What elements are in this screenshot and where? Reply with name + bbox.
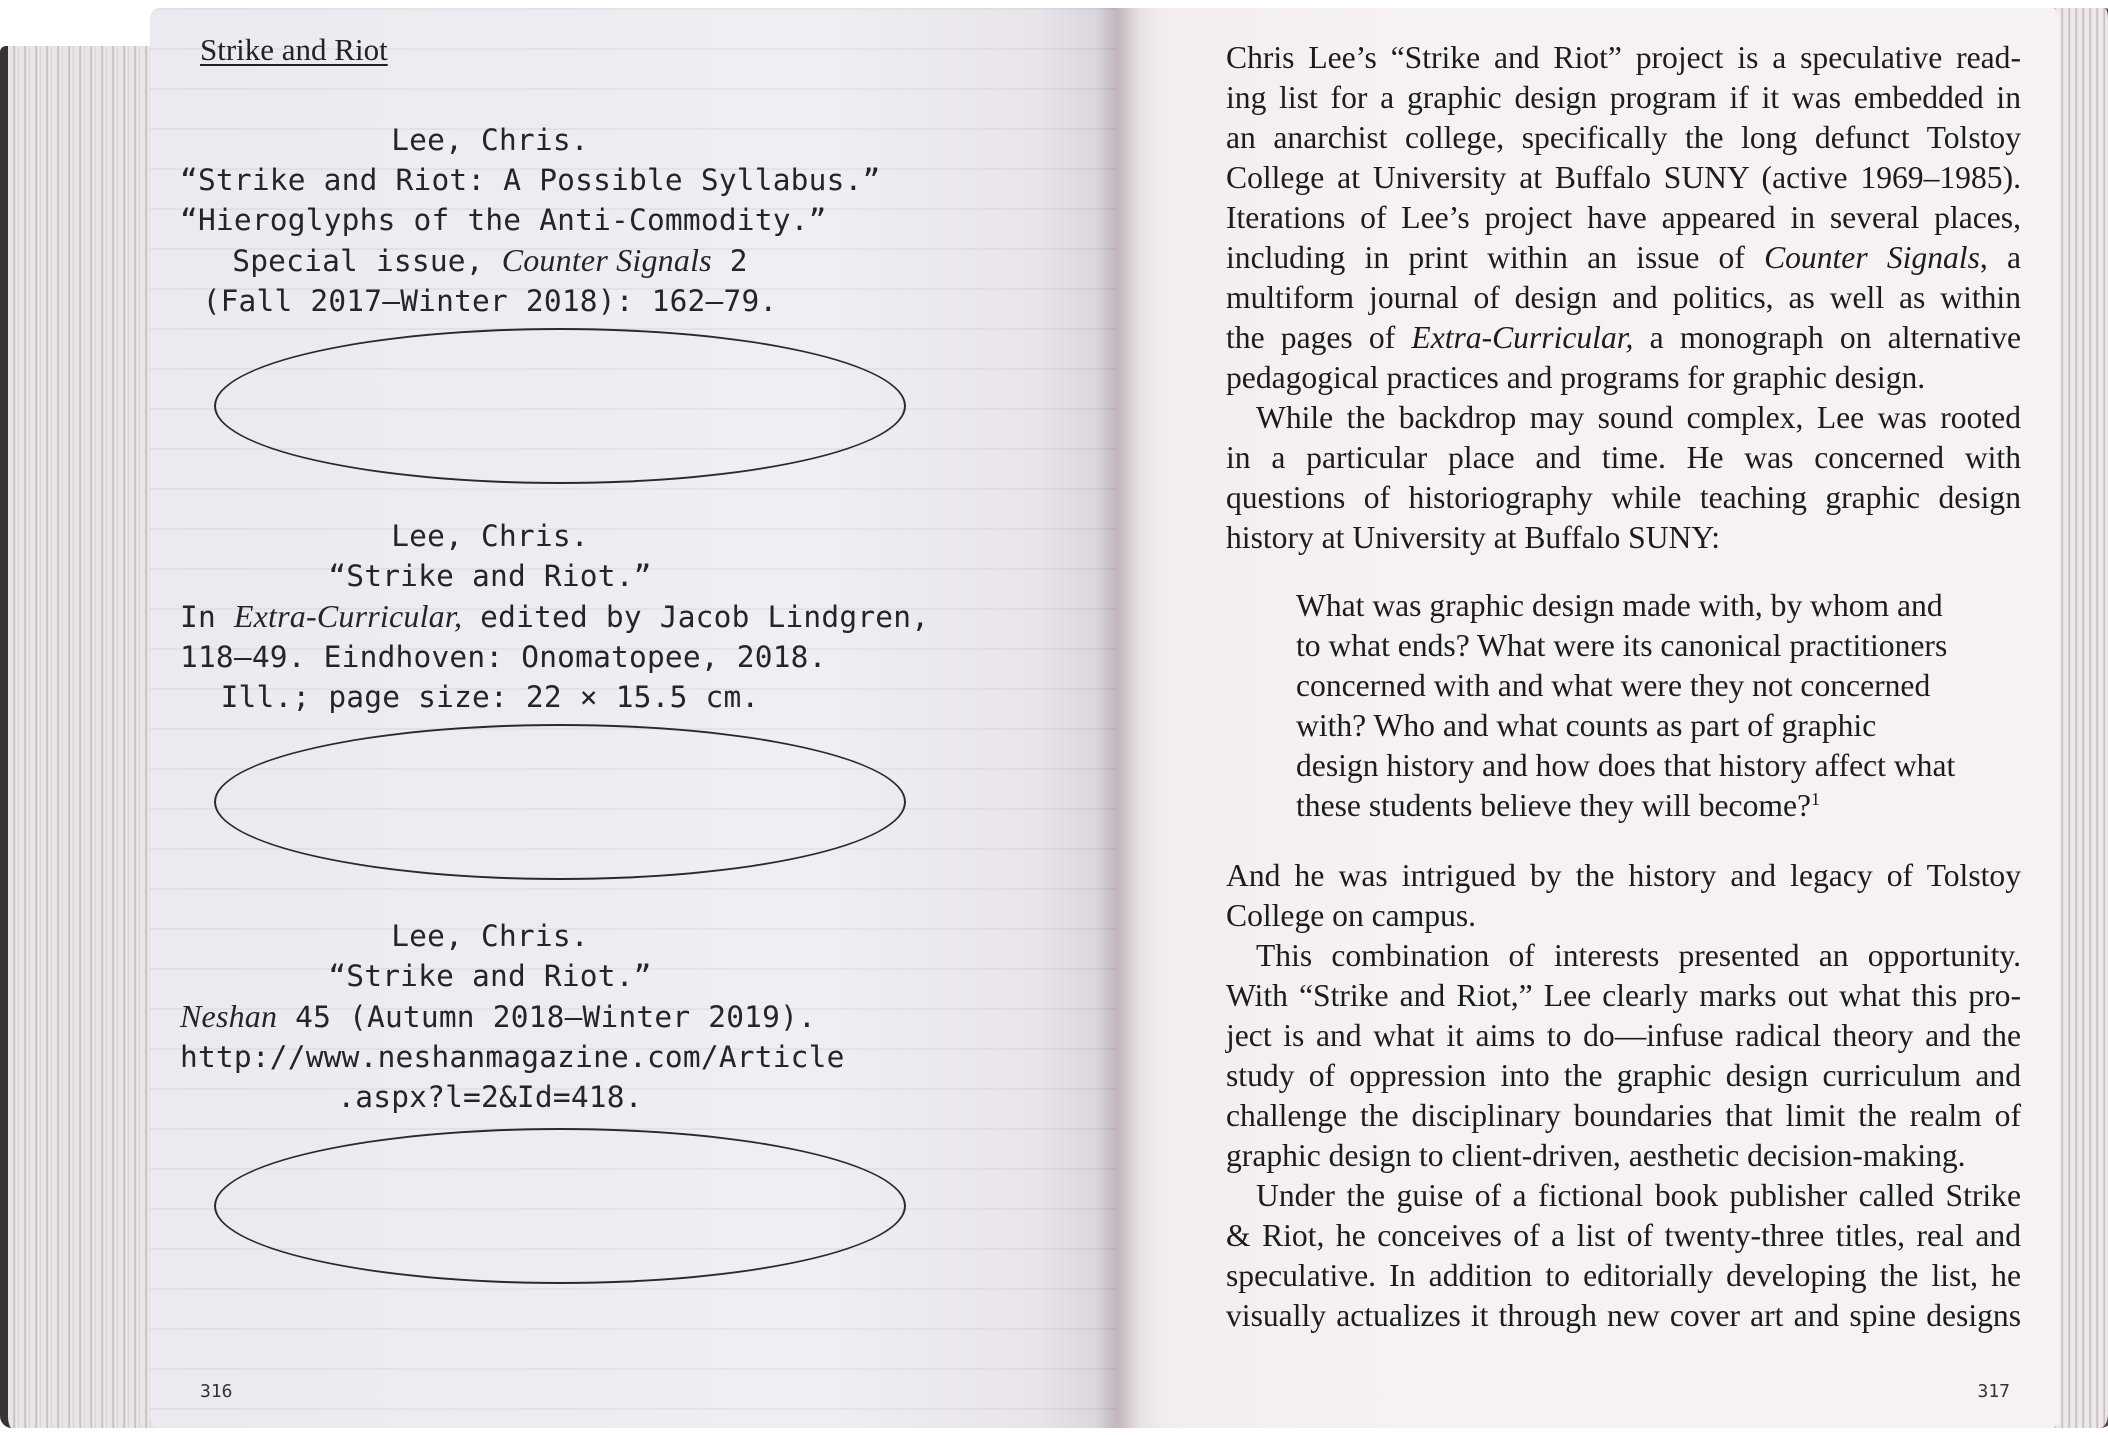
text-line: an anarchist college, specifically the long defunct Tolstoy <box>1226 120 2021 155</box>
text-line: College on campus. <box>1226 898 1477 933</box>
entry-title: “Strike and Riot.” <box>328 559 652 593</box>
blank-cover-oval <box>214 328 906 484</box>
text-line: graphic design to client-driven, aesthetic decision-making. <box>1226 1138 1966 1173</box>
text-line: ject is and what it aims to do—infuse radical theory and the <box>1226 1018 2021 1053</box>
text-line: ing list for a graphic design program if it was embedded in <box>1226 80 2021 115</box>
entry-url-cont: .aspx?l=2&Id=418. <box>337 1080 643 1114</box>
page-number: 316 <box>200 1381 233 1402</box>
entry-issue: Special issue, Counter Signals 2 <box>232 242 748 278</box>
entry-publication: 118–49. Eindhoven: Onomatopee, 2018. <box>180 640 827 674</box>
running-head: Strike and Riot <box>200 32 388 67</box>
text-line: questions of historiography while teaching graphic design <box>1226 480 2021 515</box>
entry-author: Lee, Chris. <box>391 919 589 953</box>
text-line: speculative. In addition to editorially developing the list, he <box>1226 1258 2021 1293</box>
text-line: & Riot, he conceives of a list of twenty-three titles, real and <box>1226 1218 2021 1253</box>
entry-title: “Strike and Riot: A Possible Syllabus.” <box>180 163 881 197</box>
page-block-edge-left <box>0 46 158 1428</box>
quote-line: concerned with and what were they not concerned <box>1296 668 1931 703</box>
blank-cover-oval <box>214 1128 906 1284</box>
entry-title: “Strike and Riot.” <box>328 959 652 993</box>
right-page <box>1116 8 2060 1428</box>
quote-line: to what ends? What were its canonical practitioners <box>1296 628 1948 663</box>
text-line: challenge the disciplinary boundaries that limit the realm of <box>1226 1098 2021 1133</box>
body-text <box>1226 38 2021 1336</box>
page-number: 317 <box>1977 1381 2010 1402</box>
text-line: pedagogical practices and programs for graphic design. <box>1226 360 1926 395</box>
bibliography-entry <box>180 120 881 321</box>
text-line: This combination of interests presented an opportunity. <box>1256 938 2021 973</box>
blank-cover-oval <box>214 724 906 880</box>
text-line: visually actualizes it through new cover art and spine designs <box>1226 1298 2021 1333</box>
text-line: in a particular place and time. He was concerned with <box>1226 440 2021 475</box>
text-line: Chris Lee’s “Strike and Riot” project is a speculative read- <box>1226 40 2021 75</box>
entry-subtitle: “Hieroglyphs of the Anti-Commodity.” <box>180 203 827 237</box>
text-line: study of oppression into the graphic design curriculum and <box>1226 1058 2021 1093</box>
quote-line: What was graphic design made with, by whom and <box>1296 588 1943 623</box>
text-line: And he was intrigued by the history and legacy of Tolstoy <box>1226 858 2021 893</box>
text-line: multiform journal of design and politics, as well as within <box>1226 280 2021 315</box>
text-line: Iterations of Lee’s project have appeared in several places, <box>1226 200 2021 235</box>
text-line: the pages of Extra-Curricular, a monograph on alternative <box>1226 320 2021 355</box>
entry-journal: Neshan 45 (Autumn 2018–Winter 2019). <box>180 998 817 1034</box>
text-line: history at University at Buffalo SUNY: <box>1226 520 1721 555</box>
entry-in: In Extra-Curricular, edited by Jacob Lindgren, <box>180 598 930 634</box>
text-line: While the backdrop may sound complex, Lee was rooted <box>1256 400 2021 435</box>
entry-author: Lee, Chris. <box>391 519 589 553</box>
block-quote <box>1296 586 2016 826</box>
quote-line: with? Who and what counts as part of graphic <box>1296 708 1877 743</box>
entry-author: Lee, Chris. <box>391 123 589 157</box>
quote-line: these students believe they will become?$^1$ <box>1296 788 1820 823</box>
footnote-marker: 1 <box>1811 789 1820 809</box>
text-line: including in print within an issue of Counter Signals, a <box>1226 240 2021 275</box>
entry-url: http://www.neshanmagazine.com/Article <box>180 1040 845 1074</box>
entry-dates: (Fall 2017–Winter 2018): 162–79. <box>202 284 778 318</box>
bibliography-entry <box>180 916 845 1117</box>
text-line: With “Strike and Riot,” Lee clearly marks out what this pro- <box>1226 978 2021 1013</box>
text-line: College at University at Buffalo SUNY (active 1969–1985). <box>1226 160 2021 195</box>
entry-illustrations: Ill.; page size: 22 × 15.5 cm. <box>220 680 760 714</box>
bibliography-entry <box>180 516 930 717</box>
left-page <box>150 8 1116 1428</box>
quote-line: design history and how does that history affect what <box>1296 748 1956 783</box>
text-line: Under the guise of a fictional book publisher called Strike <box>1256 1178 2021 1213</box>
